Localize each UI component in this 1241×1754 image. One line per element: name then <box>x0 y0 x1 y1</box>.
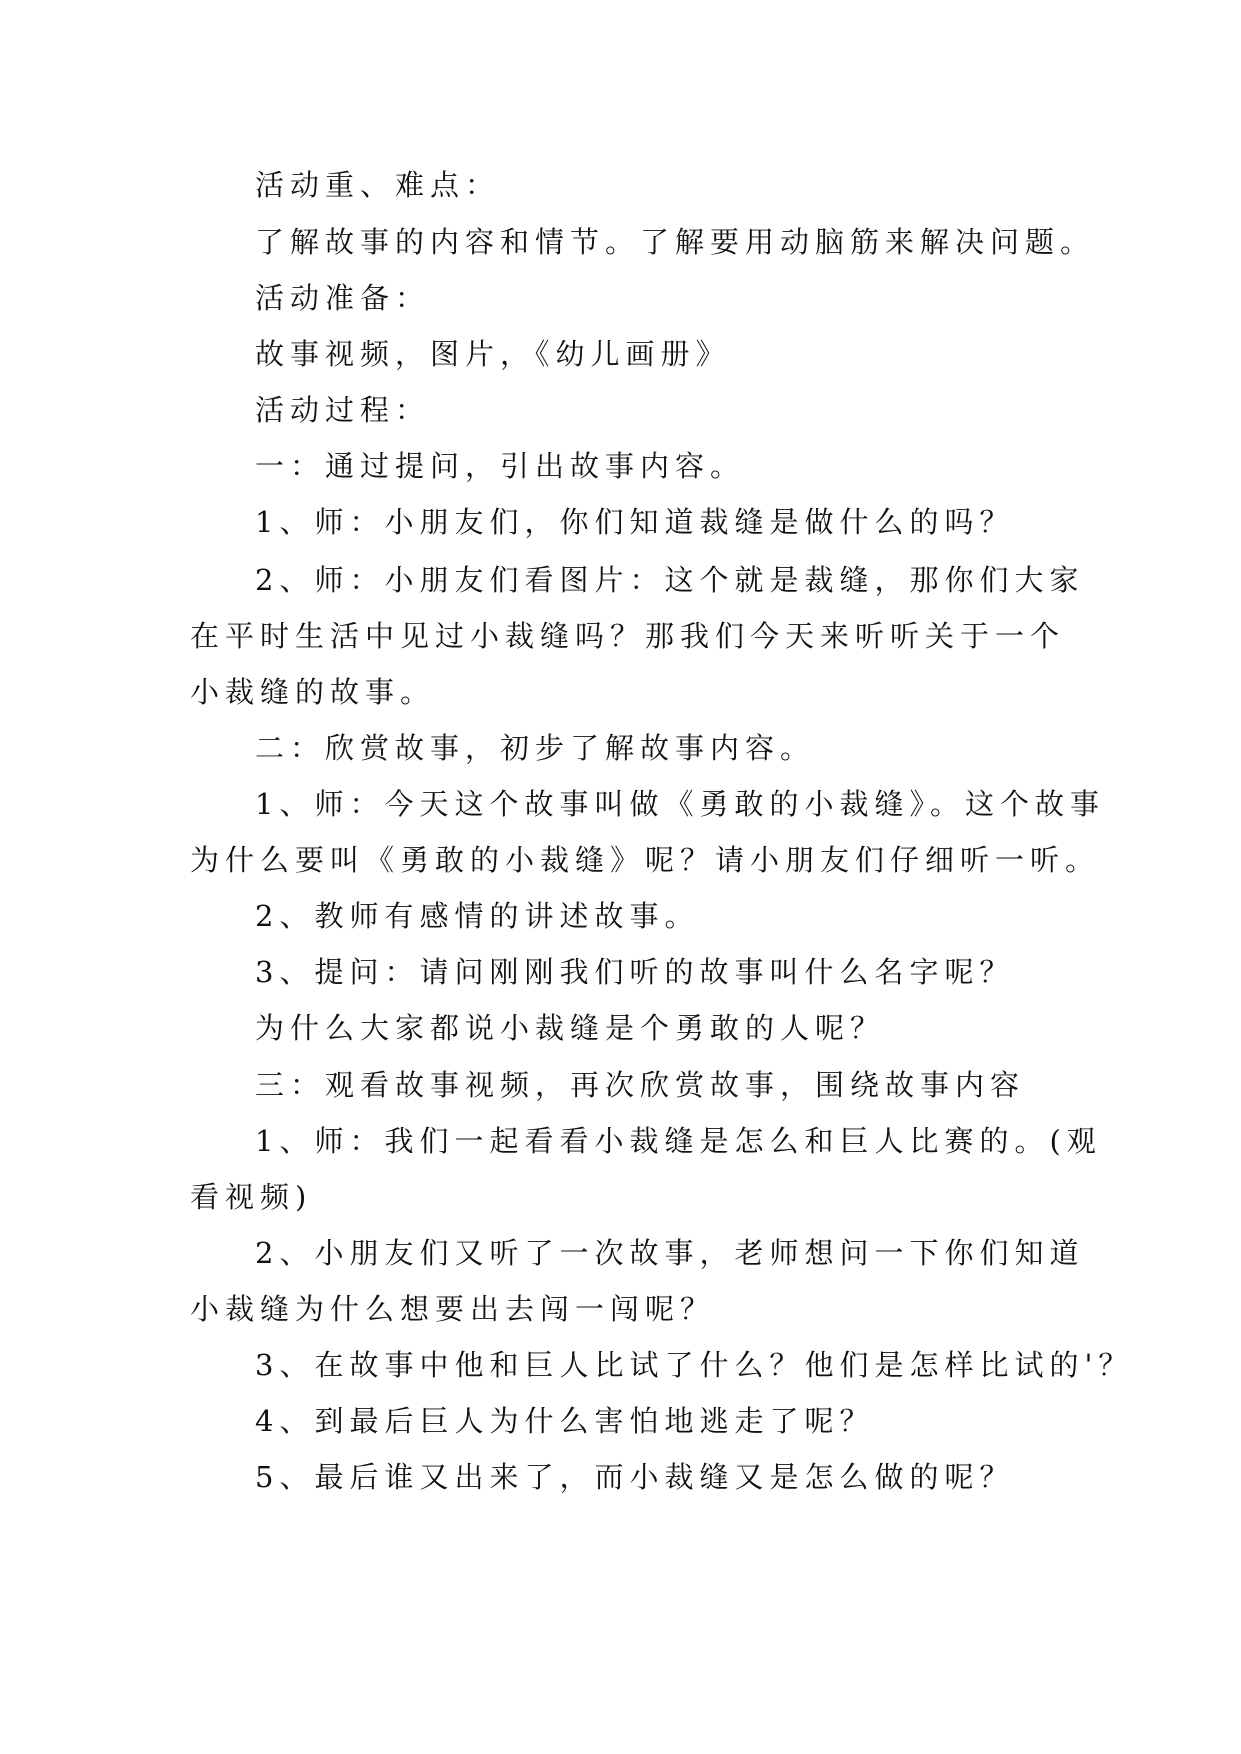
paragraph-heading-preparation: 活动准备： <box>255 281 431 315</box>
paragraph-continuation: 小裁缝的故事。 <box>190 675 436 709</box>
paragraph-text: 1、师：我们一起看看小裁缝是怎么和巨人比赛的。(观 <box>255 1124 1102 1158</box>
paragraph-text: 3、在故事中他和巨人比试了什么？他们是怎样比试的'？ <box>255 1348 1134 1382</box>
paragraph-text: 4、到最后巨人为什么害怕地逃走了呢？ <box>255 1404 875 1438</box>
paragraph-continuation: 在平时生活中见过小裁缝吗？那我们今天来听听关于一个 <box>190 619 1066 653</box>
paragraph-heading-process: 活动过程： <box>255 393 431 427</box>
section-heading-3: 三：观看故事视频，再次欣赏故事，围绕故事内容 <box>255 1068 1026 1102</box>
paragraph-heading-focus: 活动重、难点： <box>255 168 501 202</box>
paragraph-continuation: 为什么要叫《勇敢的小裁缝》呢？请小朋友们仔细听一听。 <box>190 843 1101 877</box>
paragraph-text: 2、师：小朋友们看图片：这个就是裁缝，那你们大家 <box>255 563 1085 597</box>
paragraph-text: 故事视频，图片，《幼儿画册》 <box>255 337 731 371</box>
paragraph-text: 为什么大家都说小裁缝是个勇敢的人呢？ <box>255 1011 886 1045</box>
paragraph-text: 1、师：小朋友们，你们知道裁缝是做什么的吗？ <box>255 505 1015 539</box>
paragraph-text: 2、小朋友们又听了一次故事，老师想问一下你们知道 <box>255 1236 1085 1270</box>
section-heading-2: 二：欣赏故事，初步了解故事内容。 <box>255 731 816 765</box>
paragraph-continuation: 看视频) <box>190 1180 313 1214</box>
section-heading-1: 一：通过提问，引出故事内容。 <box>255 449 746 483</box>
paragraph-text: 5、最后谁又出来了，而小裁缝又是怎么做的呢？ <box>255 1460 1015 1494</box>
paragraph-text: 3、提问：请问刚刚我们听的故事叫什么名字呢？ <box>255 955 1015 989</box>
paragraph-text: 了解故事的内容和情节。了解要用动脑筋来解决问题。 <box>255 225 1096 259</box>
paragraph-text: 2、教师有感情的讲述故事。 <box>255 899 700 933</box>
paragraph-text: 1、师：今天这个故事叫做《勇敢的小裁缝》。这个故事 <box>255 787 1105 821</box>
paragraph-continuation: 小裁缝为什么想要出去闯一闯呢？ <box>190 1292 716 1326</box>
